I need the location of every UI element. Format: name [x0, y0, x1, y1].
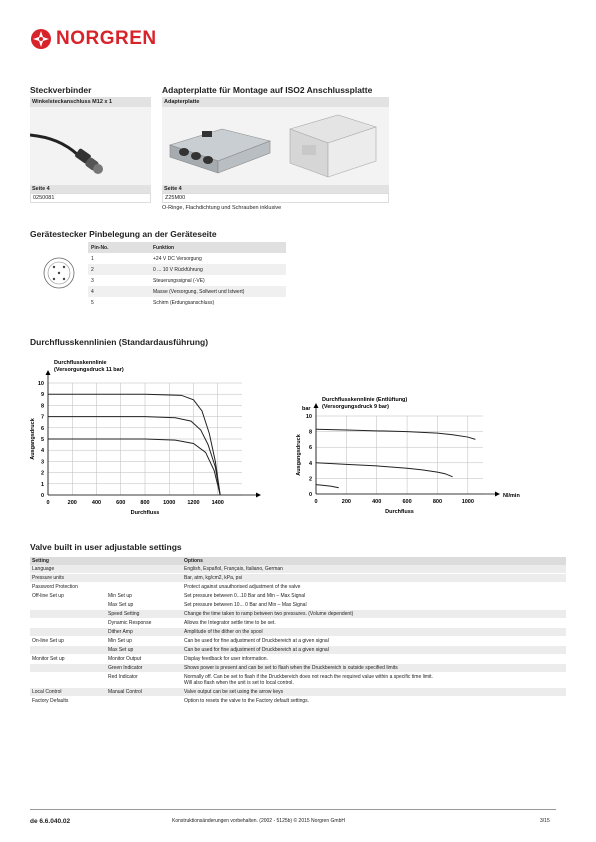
settings-cell-c3: Set pressure between 0...10 Bar and Min – Max Signal: [182, 592, 566, 601]
connector-label: Winkelsteckanschluss M12 x 1: [30, 97, 151, 107]
pin-no: 1: [91, 255, 94, 262]
table-row: [30, 637, 566, 646]
settings-cell-c2: Dither Amp: [106, 628, 182, 637]
settings-cell-c1: Pressure units: [30, 574, 106, 583]
x-tick-label: 200: [67, 500, 77, 506]
x-axis-label: Durchfluss: [385, 509, 414, 515]
chart-title: Durchflusskennlinie (Entlüftung): [322, 397, 408, 403]
pin-function: Masse (Versorgung, Sollwert und Istwert): [150, 286, 286, 297]
table-row: [30, 697, 566, 706]
settings-header-options: Options: [182, 557, 566, 565]
norgren-logo: [30, 28, 157, 50]
y-tick-label: 10: [37, 381, 44, 387]
series-line: [316, 429, 475, 439]
pin-function: +24 V DC Versorgung: [153, 255, 202, 262]
plug-diagram: [42, 256, 76, 295]
table-row: [30, 619, 566, 628]
y-tick-label: 0: [308, 492, 312, 498]
x-tick-label: 600: [116, 500, 126, 506]
x-tick-label: 400: [372, 499, 382, 505]
settings-cell-c3: Shows power is present and can be set to flash when the Druckbereich is outside specified limits: [182, 664, 566, 673]
settings-cell-c2: Monitor Output: [106, 655, 182, 664]
settings-cell-c2: [106, 697, 182, 706]
footer-divider: [30, 809, 556, 810]
settings-cell-c3: Normally off. Can be set to flash if the Druckbereich does not reach the required value within a specific time limit. Will also flash when the unit is set to local control.: [182, 673, 566, 688]
y-tick-label: 6: [40, 425, 44, 432]
flow-chart-exhaust: [290, 394, 530, 522]
adapter-note: O-Ringe, Flachdichtung und Schrauben inklusive: [162, 205, 282, 211]
settings-cell-c3: Allows the Integrator settle time to be set.: [182, 619, 566, 628]
settings-cell-c2: Red Indicator: [106, 673, 182, 688]
pin-function: Schirm (Erdungsanschluss): [153, 299, 215, 306]
x-tick-label: 0: [314, 499, 318, 505]
adapter-card: [162, 97, 389, 203]
settings-cell-c1: [30, 610, 106, 619]
settings-cell-c1: Off-line Set up: [30, 592, 106, 601]
series-line: [48, 417, 220, 495]
adapter-plate-icon: [162, 107, 389, 185]
m12-plug-icon: [42, 256, 76, 290]
pin-no: 5: [91, 299, 94, 306]
series-line: [48, 439, 220, 495]
table-row: [30, 601, 566, 610]
y-tick-label: 4: [40, 448, 44, 455]
y-axis-label: Ausgangsdruck: [296, 434, 302, 476]
settings-cell-c3: Can be used for fine adjustment of Druckbereich at a given signal: [182, 646, 566, 655]
settings-cell-c3: Amplitude of the dither on the spool: [182, 628, 566, 637]
settings-cell-c1: [30, 646, 106, 655]
adapter-image: [162, 107, 389, 185]
flow-title: Durchflusskennlinien (Standardausführung): [30, 337, 209, 347]
adapter-label: Adapterplatte: [162, 97, 389, 107]
x-tick-label: 0: [46, 500, 50, 506]
table-row: [88, 286, 286, 297]
settings-cell-c3: English, Español, Français, Italiano, German: [182, 565, 566, 574]
y-unit-label: bar: [302, 406, 311, 412]
chart-subtitle: (Versorgungsdruck 9 bar): [322, 404, 389, 410]
pin-function: 0 ... 10 V Rückführung: [150, 264, 286, 275]
y-tick-label: 2: [40, 470, 44, 477]
settings-table: [30, 557, 566, 706]
settings-cell-c3: Protect against unauthorised adjustment of the valve: [182, 583, 566, 592]
connector-image: [30, 107, 151, 185]
x-unit-label: Nl/min: [503, 493, 520, 499]
settings-cell-c2: [106, 583, 182, 592]
series-line: [316, 485, 339, 488]
y-tick-label: 3: [40, 459, 44, 466]
settings-cell-c1: [30, 628, 106, 637]
settings-cell-c1: Password Protection: [30, 583, 106, 592]
settings-cell-c1: [30, 664, 106, 673]
table-row: [30, 610, 566, 619]
chart-title: Durchflusskennlinie: [54, 360, 107, 366]
y-tick-label: 2: [308, 476, 312, 483]
settings-cell-c3: Can be used for fine adjustment of Druckbereich at a given signal: [182, 637, 566, 646]
x-tick-label: 1200: [187, 500, 200, 506]
x-tick-label: 200: [341, 499, 351, 505]
settings-cell-c3: Change the time taken to ramp between two pressures. (Volume dependent): [182, 610, 566, 619]
footer-page: 3/15: [540, 818, 550, 824]
settings-cell-c1: [30, 601, 106, 610]
table-row: [88, 264, 286, 275]
settings-cell-c2: Dynamic Response: [106, 619, 182, 628]
settings-header-sub: [106, 557, 182, 565]
x-tick-label: 800: [432, 499, 443, 505]
x-tick-label: 400: [91, 500, 102, 506]
table-row: [30, 646, 566, 655]
x-axis-arrow: [495, 492, 500, 497]
y-tick-label: 10: [305, 414, 312, 420]
table-row: [88, 297, 286, 308]
connector-card: [30, 97, 151, 203]
settings-cell-c2: Min Set up: [106, 637, 182, 646]
settings-cell-c1: [30, 619, 106, 628]
settings-cell-c1: Language: [30, 565, 106, 574]
settings-cell-c1: [30, 673, 106, 688]
y-tick-label: 6: [308, 445, 312, 452]
adapter-page: Seite 4: [162, 185, 389, 193]
pin-no: 4: [88, 286, 150, 297]
x-tick-label: 800: [140, 500, 150, 506]
table-row: [30, 688, 566, 697]
y-tick-label: 5: [40, 437, 44, 443]
settings-cell-c3: Valve output can be set using the arrow keys: [182, 688, 566, 697]
settings-header-setting: Setting: [30, 557, 106, 565]
footer-legal: Konstruktionsänderungen vorbehalten. (2002 - 5125b) © 2015 Norgren GmbH: [172, 818, 345, 824]
y-tick-label: 8: [308, 429, 312, 436]
y-tick-label: 0: [40, 493, 44, 499]
settings-cell-c2: Min Set up: [106, 592, 182, 601]
table-row: [30, 673, 566, 688]
y-tick-label: 1: [40, 481, 44, 488]
x-tick-label: 1000: [163, 500, 176, 506]
adapter-title: Adapterplatte für Montage auf ISO2 Anschlussplatte: [162, 85, 373, 95]
y-tick-label: 8: [40, 403, 44, 410]
settings-title: Valve built in user adjustable settings: [30, 542, 182, 552]
footer-code: de 6.6.040.02: [30, 818, 71, 825]
y-tick-label: 9: [40, 392, 44, 399]
y-axis-label: Ausgangsdruck: [30, 418, 36, 460]
angled-connector-icon: [30, 107, 151, 185]
x-tick-label: 600: [402, 499, 412, 505]
pinout-table: [88, 242, 286, 308]
settings-cell-c2: [106, 574, 182, 583]
series-line: [316, 463, 453, 477]
settings-cell-c3: Display feedback for user information.: [182, 655, 566, 664]
settings-cell-c2: Max Set up: [106, 601, 182, 610]
pin-no: 2: [88, 264, 150, 275]
settings-cell-c2: Green Indicator: [106, 664, 182, 673]
y-tick-label: 4: [308, 460, 312, 467]
table-row: [88, 275, 286, 286]
settings-cell-c3: Option to resets the valve to the Factory default settings.: [182, 697, 566, 706]
table-row: [30, 583, 566, 592]
pin-no: 3: [91, 277, 94, 284]
y-axis-arrow: [314, 403, 319, 408]
table-row: [30, 664, 566, 673]
settings-cell-c2: Speed Setting: [106, 610, 182, 619]
settings-cell-c2: [106, 565, 182, 574]
y-axis-arrow: [46, 370, 51, 375]
pin-function: Steuerungssignal (-VE): [153, 277, 205, 284]
norgren-logo-icon: [30, 28, 52, 50]
settings-cell-c2: Manual Control: [106, 688, 182, 697]
settings-cell-c3: Set pressure between 10... 0 Bar and Min – Max Signal: [182, 601, 566, 610]
adapter-code: Z25M00: [162, 193, 389, 203]
settings-cell-c1: Local Control: [30, 688, 106, 697]
settings-cell-c1: Monitor Set up: [30, 655, 106, 664]
settings-cell-c3: Bar, atm, kg/cm2, kPa, psi: [182, 574, 566, 583]
pin-header-function: Funktion: [150, 242, 286, 253]
table-row: [30, 565, 566, 574]
pin-header-no: Pin-No.: [88, 242, 150, 253]
table-row: [30, 628, 566, 637]
settings-cell-c2: Max Set up: [106, 646, 182, 655]
table-row: [88, 253, 286, 264]
y-tick-label: 7: [40, 414, 44, 421]
chart-subtitle: (Versorgungsdruck 11 bar): [54, 367, 124, 373]
pinout-title: Gerätestecker Pinbelegung an der Geräteseite: [30, 229, 217, 239]
connector-title: Steckverbinder: [30, 85, 92, 95]
connector-code: 0250081: [30, 193, 151, 203]
x-tick-label: 1000: [461, 499, 474, 505]
connector-page: Seite 4: [30, 185, 151, 193]
table-row: [30, 655, 566, 664]
table-row: [30, 592, 566, 601]
logo-text: NORGREN: [56, 28, 157, 49]
settings-cell-c1: Factory Defaults: [30, 697, 106, 706]
x-tick-label: 1400: [211, 500, 224, 506]
x-axis-arrow: [256, 493, 261, 498]
settings-cell-c1: On-line Set up: [30, 637, 106, 646]
table-row: [30, 574, 566, 583]
flow-chart-standard: [28, 356, 268, 526]
x-axis-label: Durchfluss: [130, 510, 160, 516]
